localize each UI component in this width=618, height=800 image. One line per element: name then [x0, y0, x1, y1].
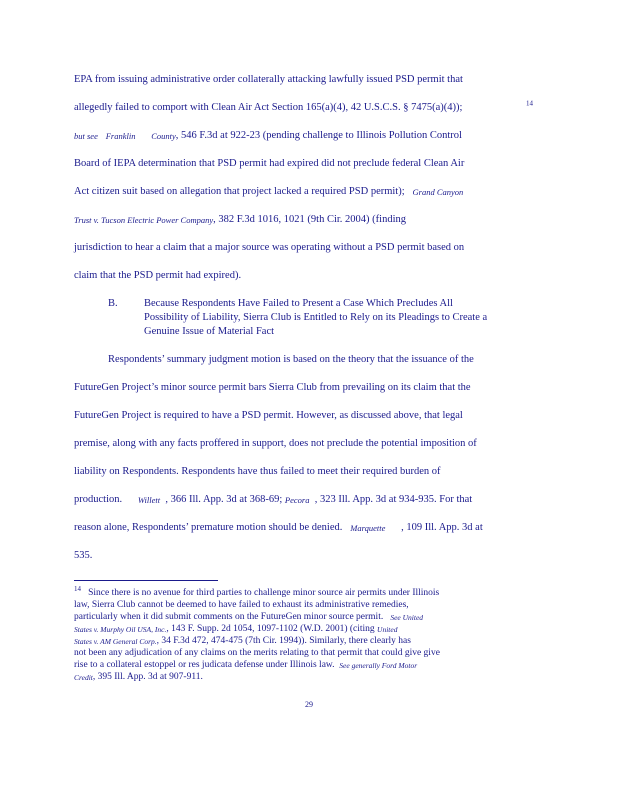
- para2-line-3: FutureGen Project is required to have a PSD permit. However, as discussed above, that legal: [74, 410, 463, 421]
- footnote-separator: [74, 580, 218, 581]
- body-line-4: Board of IEPA determination that PSD permit had expired did not preclude federal Clean Air: [74, 158, 465, 169]
- body-line-5: Act citizen suit based on allegation that project lacked a required PSD permit); Grand Canyon: [74, 186, 464, 197]
- para2-line-5: liability on Respondents. Respondents have thus failed to meet their required burden of: [74, 466, 441, 477]
- body-line-1: EPA from issuing administrative order collaterally attacking lawfully issued PSD permit that: [74, 74, 463, 85]
- body-line-6: Trust v. Tucson Electric Power Company , 382 F.3d 1016, 1021 (9th Cir. 2004) (finding: [74, 214, 406, 225]
- footnote-number: 14: [74, 584, 81, 593]
- heading-label: B.: [108, 298, 118, 309]
- body-line-3: but see Franklin County , 546 F.3d at 922-23 (pending challenge to Illinois Pollution Control: [74, 130, 462, 141]
- para2-line-8: 535.: [74, 550, 93, 561]
- footnote-line-5: States v. AM General Corp. , 34 F.3d 472, 474-475 (7th Cir. 1994)). Similarly, there clearly has: [74, 636, 411, 646]
- para2-line-4: premise, along with any facts proffered in support, does not preclude the potential imposition of: [74, 438, 477, 449]
- footnote-line-6: not been any adjudication of any claims on the merits relating to that permit that could give give: [74, 648, 440, 658]
- para2-line-7: reason alone, Respondents’ premature motion should be denied. Marquette , 109 Ill. App. 3d at: [74, 522, 483, 533]
- para2-line-6: production. Willett , 366 Ill. App. 3d at 368-69; Pecora , 323 Ill. App. 3d at 934-935. For that: [74, 494, 473, 505]
- para2-line-2: FutureGen Project’s minor source permit bars Sierra Club from prevailing on its claim that the: [74, 382, 471, 393]
- footnote-line-7: rise to a collateral estoppel or res judicata defense under Illinois law. See generally Ford Motor: [74, 660, 418, 670]
- footnote-reference: 14: [526, 99, 533, 108]
- footnote-line-4: States v. Murphy Oil USA, Inc. , 143 F. Supp. 2d 1054, 1097-1102 (W.D. 2001) (citing United: [74, 624, 398, 634]
- heading-line-3: Genuine Issue of Material Fact: [144, 326, 275, 337]
- heading-line-1: Because Respondents Have Failed to Present a Case Which Precludes All: [144, 298, 453, 309]
- body-line-8: claim that the PSD permit had expired).: [74, 270, 242, 281]
- footnote-line-1: $^{14}$ Since there is no avenue for third parties to challenge minor source air permits under Illinois: [74, 584, 440, 598]
- body-line-2: allegedly failed to comport with Clean Air Act Section 165(a)(4), 42 U.S.C.S. § 7475(a)(4)); $^{14}$: [74, 99, 533, 113]
- footnote-line-2: law, Sierra Club cannot be deemed to have failed to exhaust its administrative remedies,: [74, 600, 409, 610]
- page-number: 29: [305, 700, 313, 709]
- para2-line-1: Respondents’ summary judgment motion is based on the theory that the issuance of the: [108, 354, 474, 365]
- heading-line-2: Possibility of Liability, Sierra Club is Entitled to Rely on its Pleadings to Create a: [144, 312, 488, 323]
- footnote-line-3: particularly when it did submit comments on the FutureGen minor source permit. See United: [74, 612, 424, 622]
- body-line-7: jurisdiction to hear a claim that a major source was operating without a PSD permit based on: [74, 242, 465, 253]
- footnote-line-8: Credit , 395 Ill. App. 3d at 907-911.: [74, 672, 203, 682]
